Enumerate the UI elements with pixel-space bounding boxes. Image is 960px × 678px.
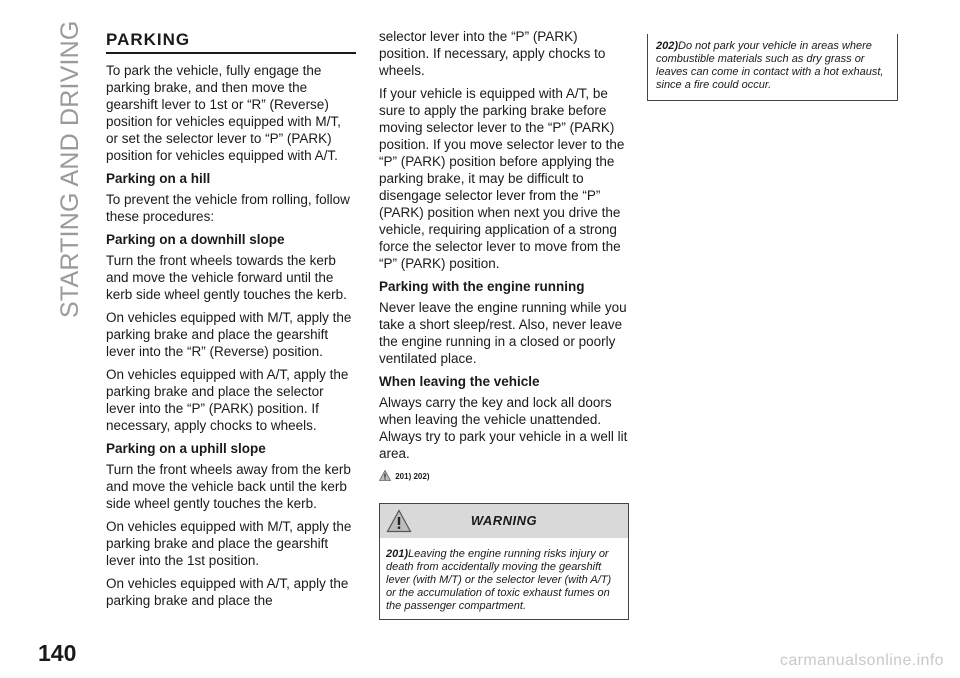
section-side-tab-label: STARTING AND DRIVING xyxy=(56,20,84,318)
warning-202-box xyxy=(647,34,898,101)
at-parking-brake-paragraph: If your vehicle is equipped with A/T, be sure to apply the parking brake before moving selector lever to the “P” (PARK) position. If you move selector lever to the “P” (PARK) position before applying the parking brake, it may be difficult to disengage selector lever from the “P” (PARK) position when next you drive the vehicle, requiring application of a strong force the selector lever to move from the “P” (PARK) position. xyxy=(379,86,625,271)
warning-201-number: 201) xyxy=(386,548,409,560)
warning-201-text: Leaving the engine running risks injury or death from accidentally moving the gearshift lever (with M/T) or the selector lever (with A/T) or the accumulation of toxic exhaust fumes on the passenger compartment. xyxy=(386,548,612,612)
uphill-at-paragraph-start: On vehicles equipped with A/T, apply the parking brake and place the xyxy=(106,576,349,608)
hill-paragraph: To prevent the vehicle from rolling, follow these procedures: xyxy=(106,192,350,224)
uphill-at-paragraph-cont: selector lever into the “P” (PARK) position. If necessary, apply chocks to wheels. xyxy=(379,29,606,78)
leaving-vehicle-heading: When leaving the vehicle xyxy=(379,374,540,389)
watermark: carmanualsonline.info xyxy=(779,652,944,669)
warning-triangle-icon xyxy=(379,470,391,481)
column-1 xyxy=(106,28,356,615)
uphill-paragraph: Turn the front wheels away from the kerb and move the vehicle back until the kerb side wheel gently touches the kerb. xyxy=(106,462,351,511)
downhill-mt-paragraph: On vehicles equipped with M/T, apply the parking brake and place the gearshift lever into the “R” (Reverse) position. xyxy=(106,310,352,359)
column-3 xyxy=(647,34,898,101)
warning-box xyxy=(379,503,629,620)
leaving-vehicle-paragraph: Always carry the key and lock all doors when leaving the vehicle unattended. Always try to park your vehicle in a well lit area. xyxy=(379,395,628,461)
uphill-mt-paragraph: On vehicles equipped with M/T, apply the parking brake and place the gearshift lever into the 1st position. xyxy=(106,519,352,568)
warning-header xyxy=(380,504,628,538)
warning-202-text: Do not park your vehicle in areas where combustible materials such as dry grass or leaves can come in contact with a hot exhaust, since a fire could occur. xyxy=(656,40,884,91)
warning-references-text: 201) 202) xyxy=(395,472,430,481)
warning-201 xyxy=(386,548,622,613)
intro-paragraph: To park the vehicle, fully engage the parking brake, and then move the gearshift lever to 1st or “R” (Reverse) position for vehicles equipped with M/T, or set the selector lever to “P” (PARK) position for vehicles equipped with A/T. xyxy=(106,63,341,163)
warning-references xyxy=(379,470,629,483)
downhill-heading: Parking on a downhill slope xyxy=(106,232,285,247)
warning-202 xyxy=(656,40,891,92)
engine-running-heading: Parking with the engine running xyxy=(379,279,585,294)
section-side-tab xyxy=(52,20,88,318)
column-2 xyxy=(379,28,629,620)
uphill-heading: Parking on a uphill slope xyxy=(106,441,266,456)
warning-body xyxy=(380,538,628,619)
downhill-at-paragraph: On vehicles equipped with A/T, apply the parking brake and place the selector lever into the “P” (PARK) position. If necessary, apply chocks to wheels. xyxy=(106,367,349,433)
warning-triangle-icon xyxy=(386,509,412,533)
downhill-paragraph: Turn the front wheels towards the kerb and move the vehicle forward until the kerb side wheel gently touches the kerb. xyxy=(106,253,347,302)
page-number: 140 xyxy=(38,640,77,666)
warning-202-number: 202) xyxy=(656,40,679,52)
warning-label: WARNING xyxy=(470,513,538,528)
hill-heading: Parking on a hill xyxy=(106,171,211,186)
engine-running-paragraph: Never leave the engine running while you take a short sleep/rest. Also, never leave the engine running in a closed or poorly ventilated place. xyxy=(379,300,627,366)
page-title: PARKING xyxy=(106,30,356,54)
